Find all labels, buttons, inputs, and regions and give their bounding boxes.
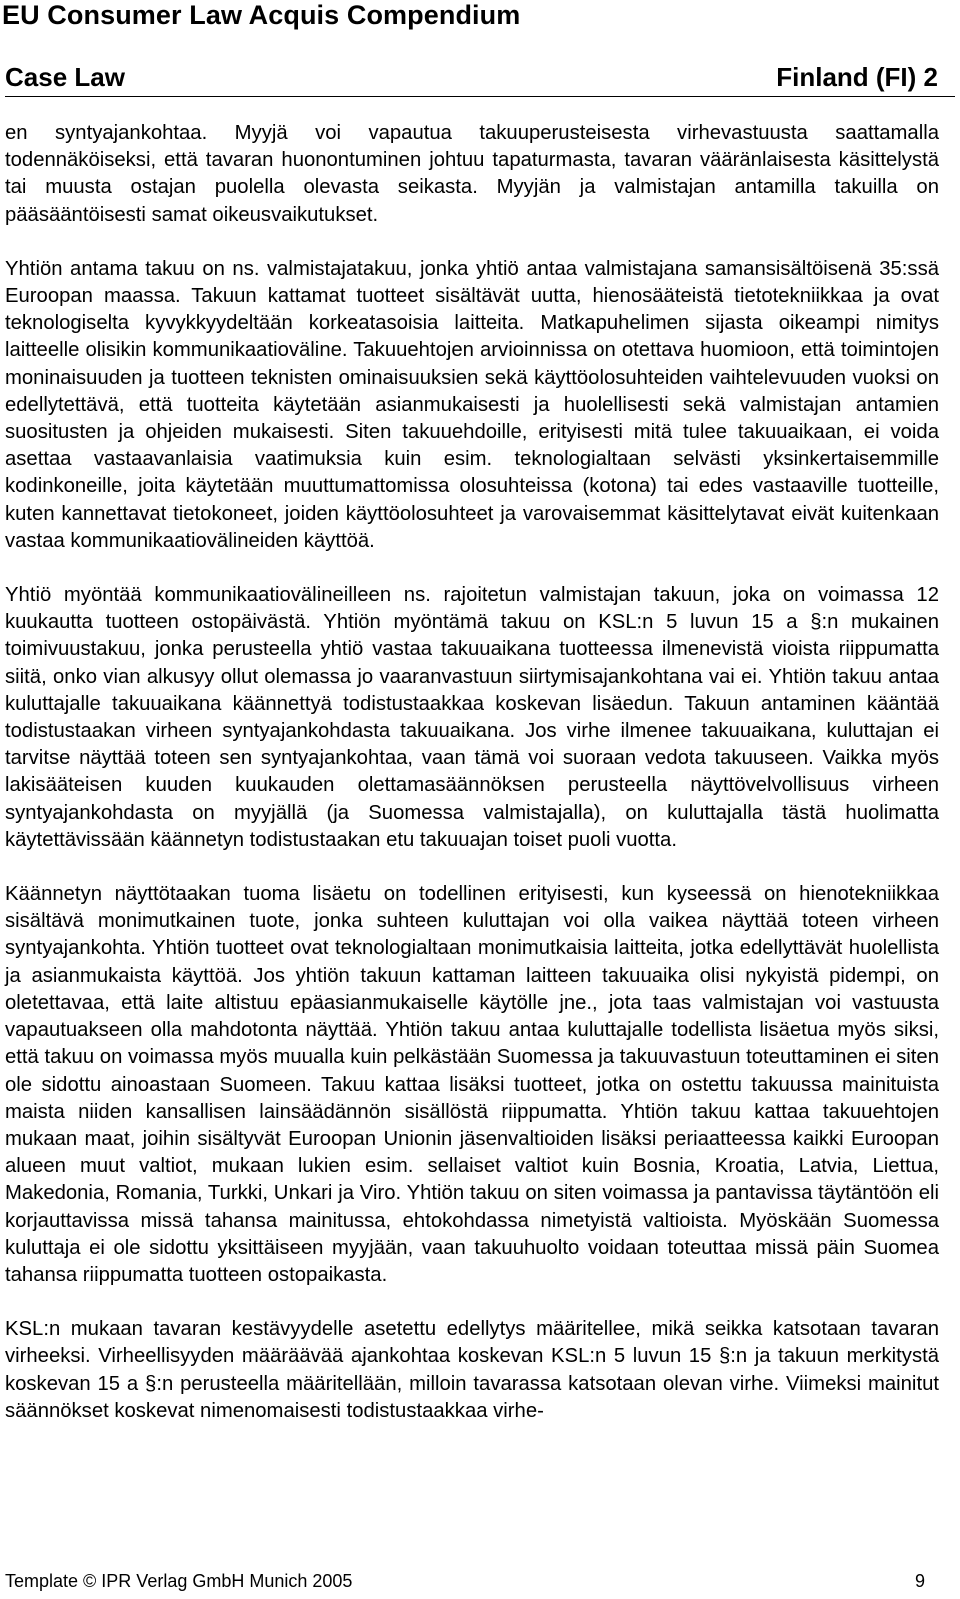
body-text: [5, 120, 939, 1452]
paragraph: Käännetyn näyttötaakan tuoma lisäetu on todellinen erityisesti, kun kyseessä on hienotekniikkaa sisältävä monimutkainen tuote, jonka suhteen kuluttajan voi olla vaikea näyttää toteen virheen syntyajankohta. Yhtiön tuotteet ovat teknologialtaan monimutkaisia laitteita, jotka edellyttävät huolellista ja asianmukaista käyttöä. Jos yhtiön takuun kattaman laitteen takuuaika olisi nykyistä pidempi, on oletettavaa, että laite altistuu epäasianmukaiselle käytölle jne., jota taas valmistajan voi vastuusta vapautuakseen olla mahdotonta näyttää. Yhtiön takuu antaa kuluttajalle todellista lisäetua myös siksi, että takuu on voimassa myös muualla kuin pelkästään Suomessa ja takuuvastuun toteuttaminen ei siten ole sidottu ainoastaan Suomeen. Takuu kattaa lisäksi tuotteet, jotka on ostettu takuussa mainituista maista niiden kansallisen lainsäädännön sisällöstä riippumatta. Yhtiön takuu kattaa takuuehtojen mukaan maat, joihin sisältyvät Euroopan Unionin jäsenvaltioiden lisäksi periaatteessa kaikki Euroopan alueen muut valtiot, mukaan lukien esim. sellaiset valtiot kuin Bosnia, Kroatia, Latvia, Liettua, Makedonia, Romania, Turkki, Unkari ja Viro. Yhtiön takuu on siten voimassa ja pantavissa täytäntöön eli korjauttavissa missä tahansa mainitussa, ehtokohdassa nimetyistä valtioista. Myöskään Suomessa kuluttaja ei ole sidottu yksittäiseen myyjään, vaan takuuhuolto voidaan toteuttaa missä päin Suomea tahansa riippumatta tuotteen ostopaikasta.: [5, 883, 939, 1286]
section-heading: Case Law: [5, 62, 125, 92]
country-heading: Finland (FI) 2: [776, 62, 938, 92]
document-title: EU Consumer Law Acquis Compendium: [2, 0, 521, 30]
paragraph: Yhtiön antama takuu on ns. valmistajatakuu, jonka yhtiö antaa valmistajana samansisältöisenä 35:ssä Euroopan maassa. Takuun kattamat tuotteet sisältävät uutta, hienosääteistä tietotekniikkaa ja ovat teknologiselta kyvykkyydeltään korkeatasoisia laitteita. Matkapuhelimen sijasta oikeampi nimitys laitteelle olisikin kommunikaatioväline. Takuuehtojen arvioinnissa on otettava huomioon, että toimintojen moninaisuuden ja tuotteen teknisten ominaisuuksien sekä käyttöolosuhteiden vaihtelevuuden vuoksi on edellytettävä, että tuotteita käytetään asianmukaisesti ja huolellisesti sekä valmistajan antamien suositusten ja ohjeiden mukaisesti. Siten takuuehdoille, erityisesti mitä tulee takuuaikaan, ei voida asettaa vastaavanlaisia vaatimuksia kuin esim. teknologialtaan selvästi yksinkertaisemmille kodinkoneille, joita käytetään muuttumattomissa olosuhteissa (kotona) tai edes vastaaville tuotteille, kuten kannettavat tietokoneet, joiden käyttöolosuhteet ja varovaisemmat käsittelytavat eivät kuitenkaan vastaa kommunikaatiovälineiden käyttöä.: [5, 257, 939, 552]
paragraph: en syntyajankohtaa. Myyjä voi vapautua takuuperusteisesta virhevastuusta saattamalla todennäköiseksi, että tavaran huonontuminen johtuu tapaturmasta, tavaran vääränlaisesta käsittelystä tai muusta ostajan puolella olevasta seikasta. Myyjän ja valmistajan antamilla takuilla on pääsääntöisesti samat oikeusvaikutukset.: [5, 122, 939, 226]
paragraph: Yhtiö myöntää kommunikaatiovälineilleen ns. rajoitetun valmistajan takuun, joka on voimassa 12 kuukautta tuotteen ostopäivästä. Yhtiön myöntämä takuu on KSL:n 5 luvun 15 a §:n mukainen toimivuustakuu, jonka perusteella yhtiö vastaa takuuaikana tuotteessa ilmenevistä vioista riippumatta siitä, onko vian alkusyy ollut olemassa jo vaaranvastuun siirtymisajankohtana vai ei. Yhtiön takuu antaa kuluttajalle takuuaikana käännettyä todistustaakkaa koskevan lisäedun. Takuun antaminen kääntää todistustaakan virheen syntyajankohdasta takuuaikana. Jos virhe ilmenee takuuaikana, kuluttajan ei tarvitse näyttää toteen sen syntyajankohtaa, vaan tämä voi suoraan vedota takuuseen. Vaikka myös lakisääteisen kuuden kuukauden olettamasäännöksen perusteella näyttövelvollisuus virheen syntyajankohdasta on myyjällä (ja Suomessa valmistajalla), on kuluttajalla tästä huolimatta käytettävissään käännetyn todistustaakan etu takuuajan toiset puoli vuotta.: [5, 584, 939, 851]
paragraph: KSL:n mukaan tavaran kestävyydelle asetettu edellytys määritellee, mikä seikka katsotaan tavaran virheeksi. Virheellisyyden määräävää ajankohtaa koskevan KSL:n 5 luvun 15 §:n ja takuun merkitystä koskevan 15 a §:n perusteella määritellään, milloin tavarassa katsotaan olevan virhe. Viimeksi mainitut säännökset koskevat nimenomaisesti todistustaakkaa virhe-: [5, 1318, 939, 1422]
footer-copyright: Template © IPR Verlag GmbH Munich 2005: [5, 1571, 353, 1591]
page-number: 9: [914, 1571, 925, 1591]
header-divider: [5, 96, 955, 97]
